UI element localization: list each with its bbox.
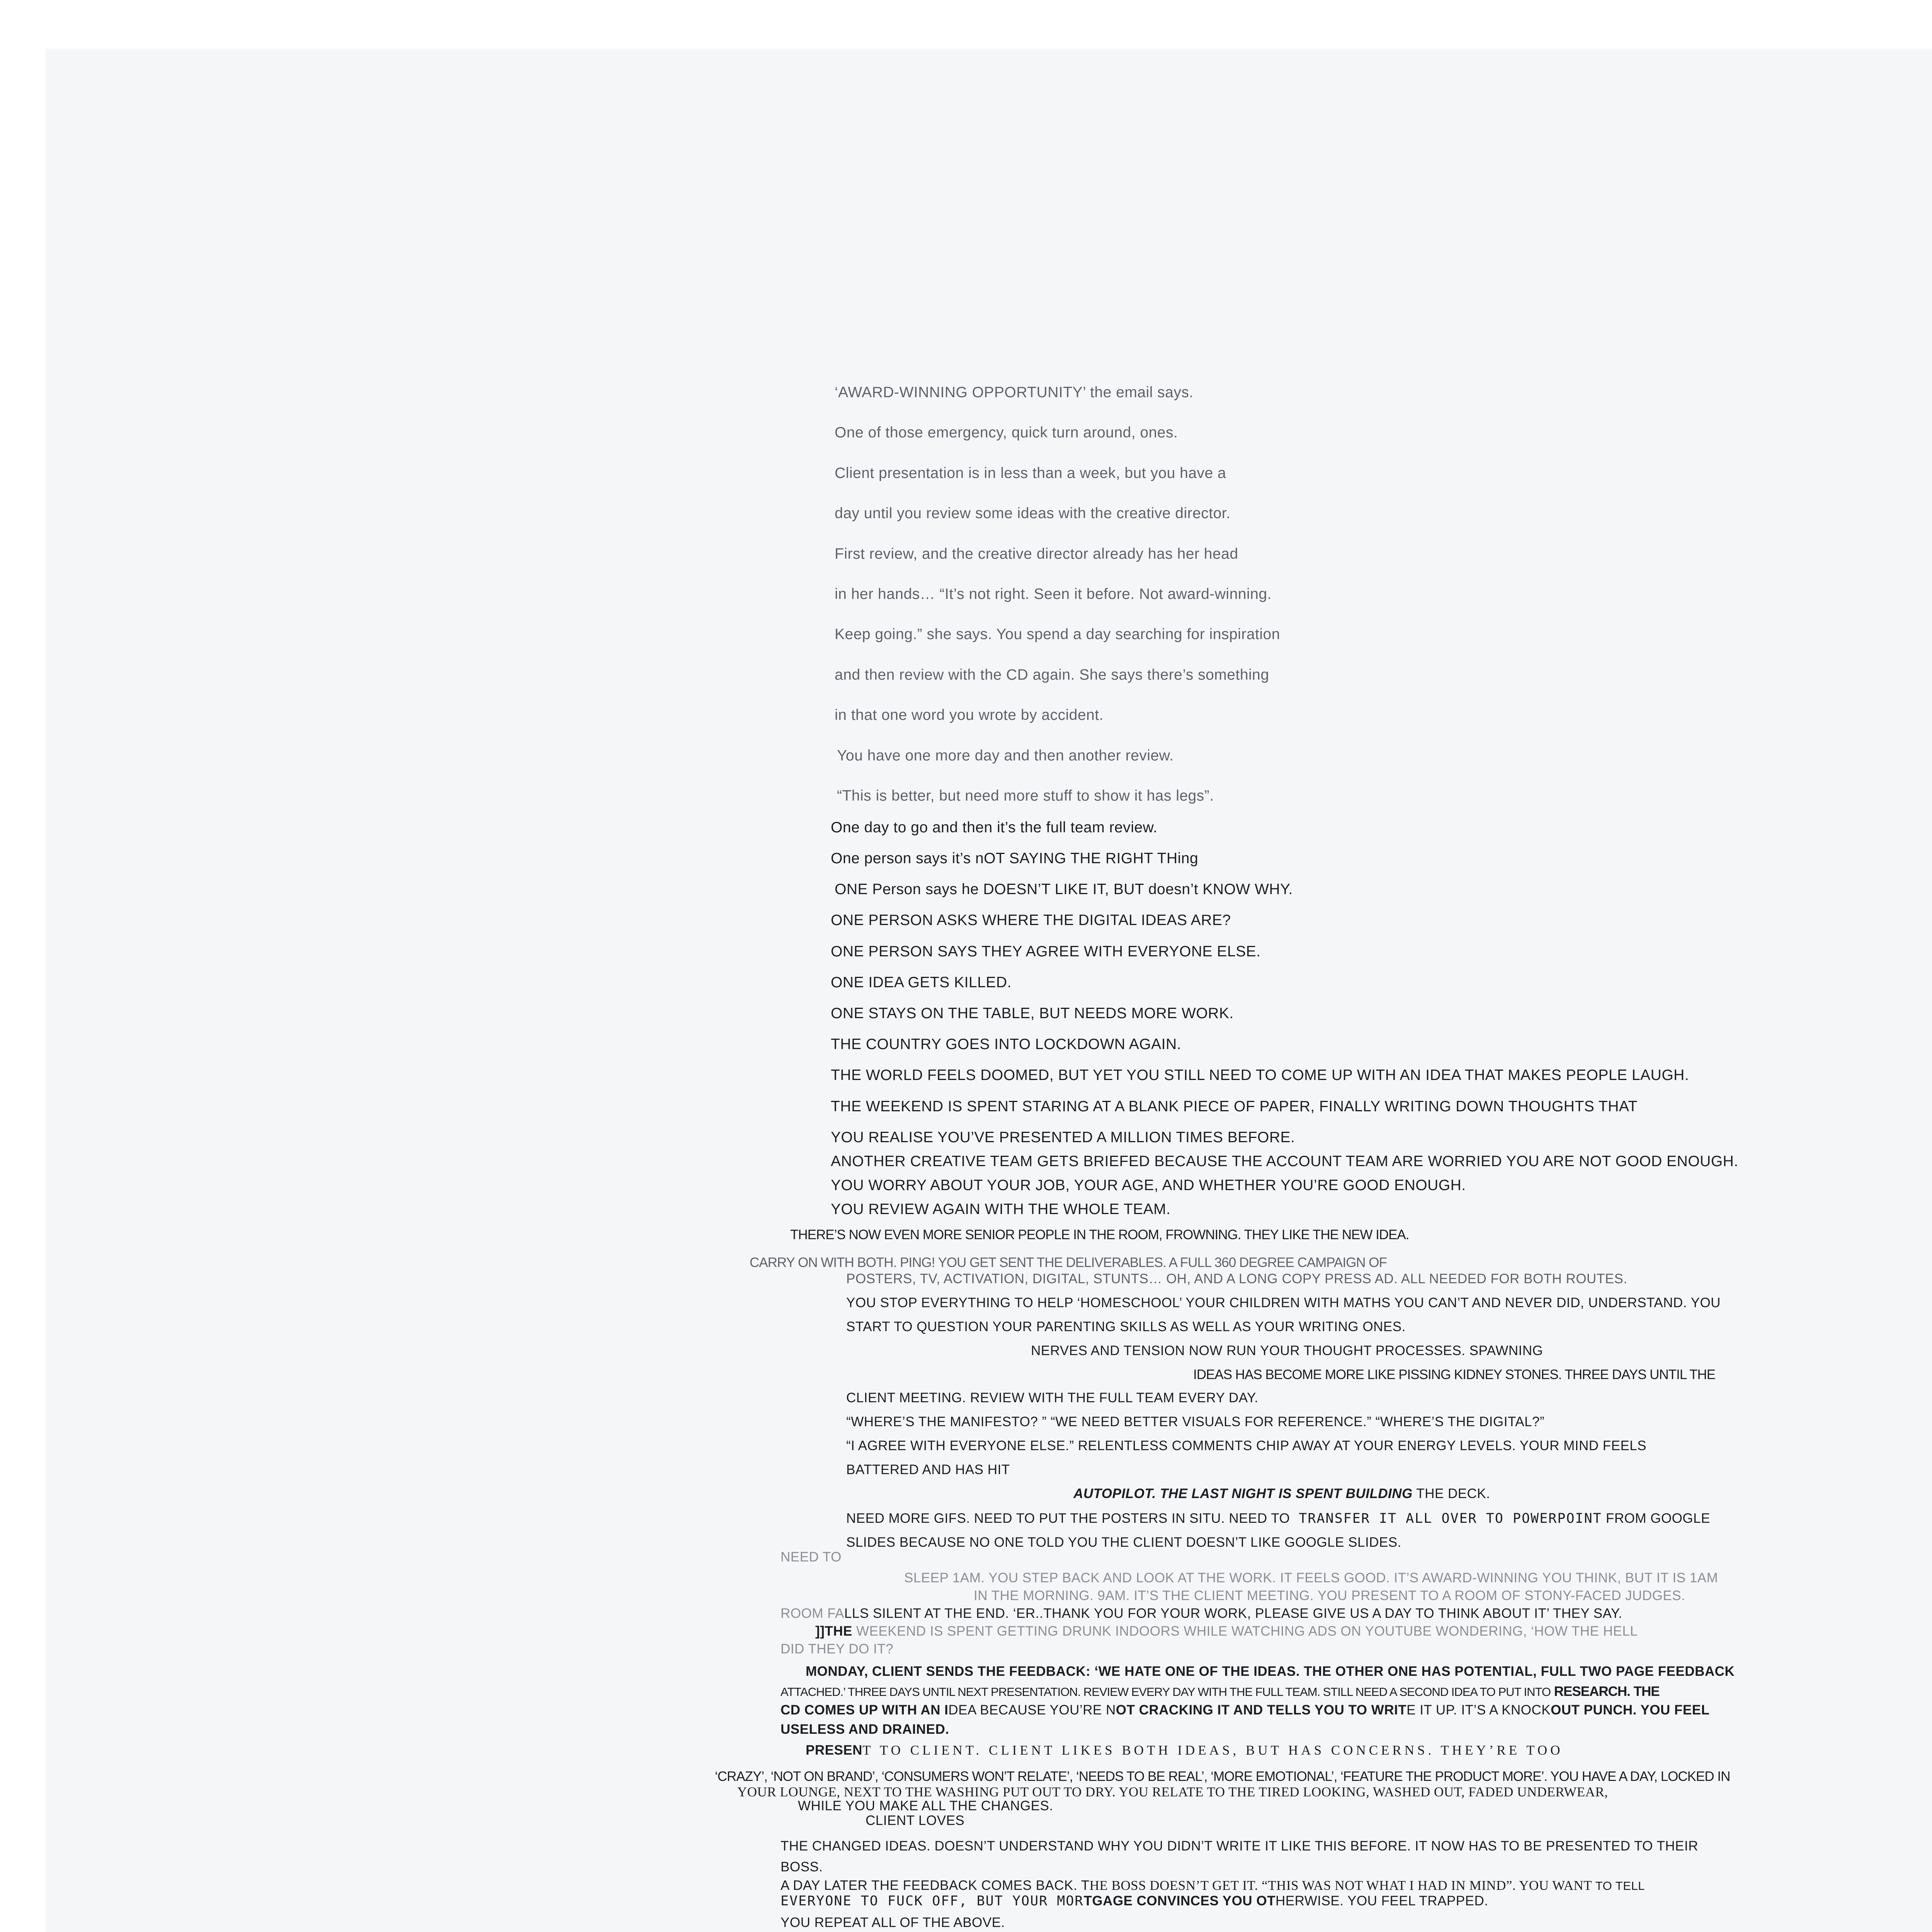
story-fragment: E IT UP. IT’S A KNOCK bbox=[1406, 1702, 1551, 1718]
story-line: YOU REALISE YOU’VE PRESENTED A MILLION TIMES BEFORE. bbox=[831, 1129, 1295, 1146]
story-fragment: TO TELL bbox=[1592, 1879, 1645, 1893]
story-fragment: TRANSFER IT ALL OVER TO POWERPOINT bbox=[1290, 1511, 1602, 1526]
story-line: One day to go and then it’s the full team review. bbox=[831, 819, 1158, 836]
story-line: Client presentation is in less than a week, but you have a bbox=[835, 465, 1226, 481]
story-line: You have one more day and then another review. bbox=[837, 747, 1174, 764]
story-line: ONE PERSON ASKS WHERE THE DIGITAL IDEAS ARE? bbox=[831, 912, 1231, 929]
story-fragment: DEA BECAUSE YOU’RE N bbox=[948, 1702, 1116, 1718]
story-line bbox=[781, 1685, 1660, 1698]
story-fragment: RESEARCH. THE bbox=[1551, 1684, 1660, 1699]
story-fragment: FROM GOOGLE bbox=[1602, 1511, 1710, 1526]
story-line: and then review with the CD again. She says there’s something bbox=[835, 667, 1269, 683]
story-line: YOUR LOUNGE, NEXT TO THE WASHING PUT OUT TO DRY. YOU RELATE TO THE TIRED LOOKING, WASHED OUT, FADED UNDERWEAR, bbox=[737, 1784, 1608, 1799]
story-line: “WHERE’S THE MANIFESTO? ” “WE NEED BETTER VISUALS FOR REFERENCE.” “WHERE’S THE DIGITAL?” bbox=[846, 1414, 1545, 1429]
story-fragment: MONDAY, CLIENT SEN bbox=[806, 1664, 954, 1679]
story-line bbox=[781, 1607, 1622, 1620]
story-line: YOU REPEAT ALL OF THE ABOVE. bbox=[781, 1915, 1005, 1930]
story-line: ONE IDEA GETS KILLED. bbox=[831, 974, 1012, 991]
story-fragment: HERWISE. YOU FEEL TRAPPED. bbox=[1275, 1893, 1488, 1908]
story-line: BATTERED AND HAS HIT bbox=[846, 1462, 1010, 1477]
story-line: “This is better, but need more stuff to show it has legs”. bbox=[837, 787, 1214, 804]
story-line: CLIENT MEETING. REVIEW WITH THE FULL TEAM EVERY DAY. bbox=[846, 1390, 1259, 1405]
story-line: THE CHANGED IDEAS. DOESN’T UNDERSTAND WHY YOU DIDN’T WRITE IT LIKE THIS BEFORE. IT NOW HAS TO BE PRESENTED TO THEIR bbox=[781, 1838, 1699, 1854]
story-line: IN THE MORNING. 9AM. IT’S THE CLIENT MEETING. YOU PRESENT TO A ROOM OF STONY-FACED JUDGES. bbox=[974, 1588, 1685, 1603]
story-line: SLEEP 1AM. YOU STEP BACK AND LOOK AT THE WORK. IT FEELS GOOD. IT’S AWARD-WINNING YOU THINK, BUT IT IS 1AM bbox=[904, 1570, 1718, 1585]
story-fragment: HE BOSS DOESN’T GET IT. “THIS WAS NOT WHAT I HAD IN MIND”. YOU WANT bbox=[1089, 1878, 1592, 1893]
story-line bbox=[846, 1512, 1710, 1526]
story-line: First review, and the creative director already has her head bbox=[835, 546, 1238, 562]
story-line: “I AGREE WITH EVERYONE ELSE.” RELENTLESS COMMENTS CHIP AWAY AT YOUR ENERGY LEVELS. YOUR MIND FEELS bbox=[846, 1438, 1647, 1453]
story-line: YOU STOP EVERYTHING TO HELP ‘HOMESCHOOL’ YOUR CHILDREN WITH MATHS YOU CAN’T AND NEVER DID, UNDERSTAND. YOU bbox=[846, 1295, 1721, 1310]
story-line: CLIENT LOVES bbox=[866, 1813, 965, 1828]
story-line: One of those emergency, quick turn around, ones. bbox=[835, 424, 1178, 441]
story-line: BOSS. bbox=[781, 1859, 823, 1874]
story-line: CARRY ON WITH BOTH. PING! YOU GET SENT THE DELIVERABLES. A FULL 360 DEGREE CAMPAIGN OF bbox=[750, 1255, 1387, 1270]
story-line: SLIDES BECAUSE NO ONE TOLD YOU THE CLIENT DOESN’T LIKE GOOGLE SLIDES. bbox=[846, 1535, 1401, 1550]
story-fragment: CD COMES UP WITH AN I bbox=[781, 1702, 949, 1718]
story-line: in that one word you wrote by accident. bbox=[835, 707, 1104, 723]
story-line bbox=[1073, 1487, 1490, 1500]
story-line: ANOTHER CREATIVE TEAM GETS BRIEFED BECAUSE THE ACCOUNT TEAM ARE WORRIED YOU ARE NOT GOOD ENOUGH. bbox=[831, 1153, 1738, 1170]
story-line: WHILE YOU MAKE ALL THE CHANGES. bbox=[798, 1798, 1053, 1813]
story-line: USELESS AND DRAINED. bbox=[781, 1722, 949, 1737]
story-fragment: A DAY LATER THE FEEDBACK COMES BACK. T bbox=[781, 1878, 1090, 1893]
story-line: THERE’S NOW EVEN MORE SENIOR PEOPLE IN THE ROOM, FROWNING. THEY LIKE THE NEW IDEA. bbox=[790, 1227, 1409, 1242]
story-line: ONE STAYS ON THE TABLE, BUT NEEDS MORE WORK. bbox=[831, 1005, 1234, 1022]
story-fragment: OT CRACKING IT AND TELLS YOU TO WRIT bbox=[1116, 1702, 1407, 1718]
story-line bbox=[781, 1894, 1488, 1908]
story-line: THE WORLD FEELS DOOMED, BUT YET YOU STILL NEED TO COME UP WITH AN IDEA THAT MAKES PEOPLE LAUGH. bbox=[831, 1067, 1689, 1083]
story-fragment: EVERYONE TO FUCK OFF, BUT YOUR MOR bbox=[781, 1893, 1084, 1909]
story-line: POSTERS, TV, ACTIVATION, DIGITAL, STUNTS… OH, AND A LONG COPY PRESS AD. ALL NEEDED FOR BOTH ROUTES. bbox=[846, 1271, 1628, 1286]
story-line: DID THEY DO IT? bbox=[781, 1641, 894, 1656]
story-line bbox=[806, 1743, 1563, 1757]
story-fragment: WEEKEND IS SPENT GETTING DRUNK INDOORS WHILE WATCHING ADS ON YOUTUBE WONDERING, ‘HOW THE HELL bbox=[852, 1624, 1638, 1639]
story-line: START TO QUESTION YOUR PARENTING SKILLS AS WELL AS YOUR WRITING ONES. bbox=[846, 1319, 1406, 1334]
story-line: THE COUNTRY GOES INTO LOCKDOWN AGAIN. bbox=[831, 1036, 1181, 1053]
story-line bbox=[815, 1624, 1638, 1638]
story-line: IDEAS HAS BECOME MORE LIKE PISSING KIDNEY STONES. THREE DAYS UNTIL THE bbox=[1193, 1367, 1716, 1382]
story-fragment: AUTOPILOT. THE LAST NIGHT IS SPENT BUILDING bbox=[1073, 1486, 1413, 1501]
story-line: One person says it’s nOT SAYING THE RIGHT THing bbox=[831, 850, 1199, 867]
story-fragment: T TO CLIENT. CLIENT LIKES BOTH IDEAS, BUT HAS CONCERNS. THEY’RE TOO bbox=[862, 1743, 1563, 1758]
story-fragment: OUT PUNCH. YOU FEEL bbox=[1551, 1702, 1710, 1718]
story-line bbox=[781, 1703, 1709, 1717]
story-fragment: NEED MORE GIFS. NEED TO PUT THE POSTERS IN SITU. NEED TO bbox=[846, 1511, 1290, 1526]
story-line: Keep going.” she says. You spend a day searching for inspiration bbox=[835, 626, 1280, 643]
story-fragment: THE DECK. bbox=[1412, 1486, 1490, 1501]
story-fragment: PRESEN bbox=[806, 1743, 862, 1758]
story-line: ONE Person says he DOESN’T LIKE IT, BUT doesn’t KNOW WHY. bbox=[835, 881, 1293, 898]
story-fragment: ]]THE bbox=[815, 1624, 852, 1639]
story-line: day until you review some ideas with the creative director. bbox=[835, 505, 1231, 522]
story-line: THE WEEKEND IS SPENT STARING AT A BLANK PIECE OF PAPER, FINALLY WRITING DOWN THOUGHTS THAT bbox=[831, 1098, 1638, 1115]
story-line: YOU REVIEW AGAIN WITH THE WHOLE TEAM. bbox=[831, 1201, 1171, 1218]
story-line: NERVES AND TENSION NOW RUN YOUR THOUGHT PROCESSES. SPAWNING bbox=[1031, 1343, 1543, 1358]
story-fragment: DS THE FEEDBACK: ‘WE HATE ONE OF THE IDEAS. THE OTHER ONE HAS POTENTIAL, FULL TWO PAGE FEEDBACK bbox=[954, 1664, 1735, 1679]
story-fragment: TGAGE CONVINCES YOU OT bbox=[1083, 1893, 1276, 1908]
story-line: ‘CRAZY’, ‘NOT ON BRAND’, ‘CONSUMERS WON’T RELATE’, ‘NEEDS TO BE REAL’, ‘MORE EMOTIONAL’, ‘FEATURE THE PRODUCT MORE’. YOU HAVE A DAY, LOCKED IN bbox=[715, 1769, 1730, 1784]
story-line: NEED TO bbox=[781, 1549, 842, 1565]
story-line: ONE PERSON SAYS THEY AGREE WITH EVERYONE ELSE. bbox=[831, 943, 1261, 960]
story-line: YOU WORRY ABOUT YOUR JOB, YOUR AGE, AND WHETHER YOU’RE GOOD ENOUGH. bbox=[831, 1177, 1466, 1194]
story-fragment: ATTACHED.’ THREE DAYS UNTIL NEXT PRESENTATION. REVIEW EVERY DAY WITH THE FULL TEAM. STILL NEED A SECOND IDEA TO PUT INTO bbox=[781, 1685, 1551, 1699]
story-fragment: LLS SILENT AT THE END. ‘ER..THANK YOU FOR YOUR WORK, PLEASE GIVE US A DAY TO THINK ABOUT IT’ THEY SAY. bbox=[844, 1606, 1622, 1621]
story-fragment: ROOM FA bbox=[781, 1606, 844, 1621]
story-line bbox=[806, 1665, 1735, 1678]
story-line: in her hands… “It’s not right. Seen it before. Not award-winning. bbox=[835, 586, 1272, 602]
story-line bbox=[781, 1879, 1645, 1892]
story-line: ‘AWARD-WINNING OPPORTUNITY’ the email says. bbox=[835, 384, 1194, 401]
